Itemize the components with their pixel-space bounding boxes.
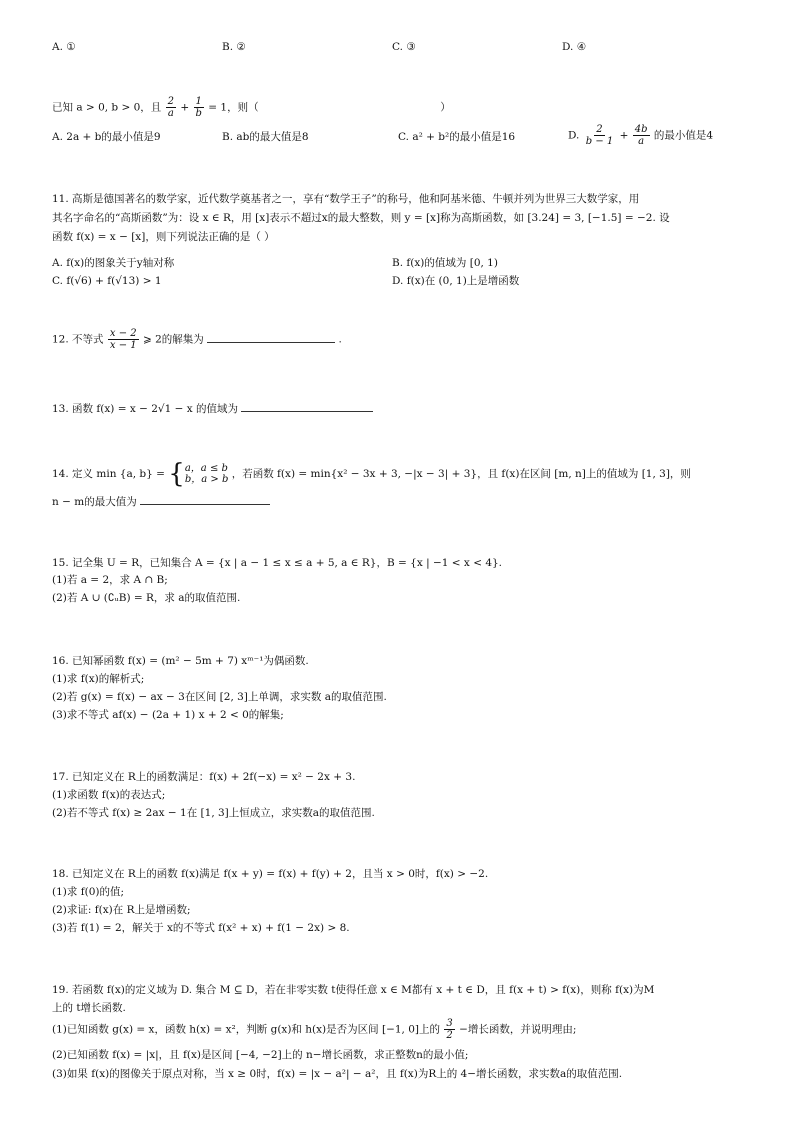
q12-stem <box>52 328 342 351</box>
q14-line1 <box>52 460 691 488</box>
q9-option-d: D. ④ <box>562 41 587 53</box>
q12-frac: $\frac{x - 2}{x - 1}$ <box>109 328 137 351</box>
q12-period: . <box>338 333 342 346</box>
q18-line3: (2)求证: f(x)在 R上是增函数; <box>52 904 191 916</box>
q11-option-b: B. f(x)的值域为 [0, 1) <box>392 257 498 269</box>
q11-option-a: A. f(x)的图象关于y轴对称 <box>52 257 175 269</box>
q9-option-b: B. ② <box>222 41 246 53</box>
q19-frac: $\frac{3}{2}$ <box>446 1018 453 1041</box>
q10-stem-a: 已知 a > 0, b > 0，且 <box>52 101 162 114</box>
q14-stem-a: 14. 定义 min {a, b} = <box>52 468 165 480</box>
q16-line2: (1)求 f(x)的解析式; <box>52 673 145 685</box>
q12-stem-a: 12. 不等式 <box>52 333 104 346</box>
q14-stem-c: n − m的最大值为 <box>52 496 137 508</box>
q10-option-b: B. ab的最大值是8 <box>222 131 309 143</box>
q13-stem-a: 13. 函数 f(x) = x − 2√1 − x 的值域为 <box>52 403 239 415</box>
q15-line2: (1)若 a = 2，求 A ∩ B; <box>52 574 168 586</box>
q10-frac1: $\frac{2}{a}$ <box>167 96 175 119</box>
q9-option-c: C. ③ <box>392 41 416 53</box>
q18-line4: (3)若 f(1) = 2，解关于 x的不等式 f(x² + x) + f(1 − 2x) > 8. <box>52 922 350 934</box>
q10-option-d: D. $\frac{2}{b - 1}$ + $\frac{4b}{a}$ 的最小值是4 <box>568 124 714 147</box>
q14-stem-b: ，若函数 f(x) = min{x² − 3x + 3, −|x − 3| + 3}，且 f(x)在区间 [m, n]上的值域为 [1, 3]，则 <box>231 468 691 480</box>
q19-line3 <box>52 1018 576 1041</box>
q13-stem <box>52 401 373 416</box>
q10-option-c: C. a² + b²的最小值是16 <box>398 131 516 143</box>
q17-line1: 17. 已知定义在 R上的函数满足：f(x) + 2f(−x) = x² − 2x + 3. <box>52 771 356 783</box>
q11-option-c: C. f(√6) + f(√13) > 1 <box>52 275 162 287</box>
q19-line3-a: (1)已知函数 g(x) = x，函数 h(x) = x²，判断 g(x)和 h(x)是否为区间 [−1, 0]上的 <box>52 1023 441 1036</box>
q14-answer-blank[interactable] <box>140 494 270 505</box>
q18-line2: (1)求 f(0)的值; <box>52 886 125 898</box>
q10-d-frac2: $\frac{4b}{a}$ <box>634 124 648 147</box>
q11-line2: 其名字命名的“高斯函数”为：设 x ∈ R，用 [x]表示不超过x的最大整数，则 y = [x]称为高斯函数，如 [3.24] = 3, [−1.5] = −2. 设 <box>52 212 670 224</box>
q10-frac2: $\frac{1}{b}$ <box>195 96 202 119</box>
q19-line1: 19. 若函数 f(x)的定义域为 D. 集合 M ⊆ D，若在非零实数 t使得任意 x ∈ M都有 x + t ∈ D，且 f(x + t) > f(x)，则称 f(x)为M <box>52 984 655 996</box>
q10-option-a: A. 2a + b的最小值是9 <box>52 131 161 143</box>
q10-d-frac1: $\frac{2}{b - 1}$ <box>585 124 614 147</box>
q19-line2: 上的 t增长函数. <box>52 1002 126 1014</box>
q18-line1: 18. 已知定义在 R上的函数 f(x)满足 f(x + y) = f(x) + f(y) + 2，且当 x > 0时，f(x) > −2. <box>52 868 489 880</box>
q17-line3: (2)若不等式 f(x) ≥ 2ax − 1在 [1, 3]上恒成立，求实数a的取值范围. <box>52 807 375 819</box>
q19-line4: (2)已知函数 f(x) = |x|，且 f(x)是区间 [−4, −2]上的 n−增长函数，求正整数n的最小值; <box>52 1049 469 1061</box>
q19-line3-b: −增长函数，并说明理由; <box>459 1023 577 1036</box>
q12-stem-b: ⩾ 2的解集为 <box>142 333 204 346</box>
q14-line2 <box>52 494 270 509</box>
q10-stem-b: = 1，则（ <box>208 101 259 114</box>
q11-line1: 11. 高斯是德国著名的数学家，近代数学奠基者之一，享有“数学王子”的称号，他和阿基米德、牛顿并列为世界三大数学家，用 <box>52 193 640 205</box>
q10-stem-c: ） <box>440 101 451 114</box>
q10-stem <box>52 96 451 119</box>
q12-answer-blank[interactable] <box>207 332 335 343</box>
q10-plus: + <box>180 101 190 114</box>
q11-line3: 函数 f(x) = x − [x]，则下列说法正确的是（ ） <box>52 231 275 243</box>
q16-line4: (3)求不等式 af(x) − (2a + 1) x + 2 < 0的解集; <box>52 709 284 721</box>
q17-line2: (1)求函数 f(x)的表达式; <box>52 789 166 801</box>
q11-option-d: D. f(x)在 (0, 1)上是增函数 <box>392 275 520 287</box>
q16-line1: 16. 已知幂函数 f(x) = (m² − 5m + 7) xᵐ⁻¹为偶函数. <box>52 655 309 667</box>
q15-line1: 15. 记全集 U = R，已知集合 A = {x | a − 1 ≤ x ≤ a + 5, a ∈ R}，B = {x | −1 < x < 4}. <box>52 557 503 569</box>
q19-line5: (3)如果 f(x)的图像关于原点对称，当 x ≥ 0时，f(x) = |x − a²| − a²，且 f(x)为R上的 4−增长函数，求实数a的取值范围. <box>52 1068 623 1080</box>
q9-option-a: A. ① <box>52 41 76 53</box>
q16-line3: (2)若 g(x) = f(x) − ax − 3在区间 [2, 3]上单调，求实数 a的取值范围. <box>52 691 387 703</box>
q13-answer-blank[interactable] <box>241 401 373 412</box>
q15-line3: (2)若 A ∪ (∁ᵤB) = R，求 a的取值范围. <box>52 592 241 604</box>
q14-piecewise: { a，a ≤ b b，a > b <box>168 459 229 489</box>
